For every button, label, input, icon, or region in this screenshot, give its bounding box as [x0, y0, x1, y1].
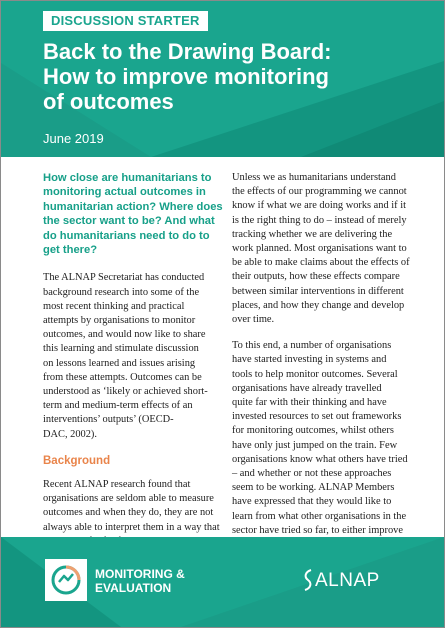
discussion-starter-tag: DISCUSSION STARTER [43, 11, 208, 31]
text-line: outcomes, and would now like to share [43, 329, 206, 341]
background-heading: Background [43, 454, 111, 467]
footer-banner [1, 537, 444, 627]
text-line: their outputs, how these effects compare [232, 271, 400, 283]
lead-question [43, 171, 223, 257]
text-line: interventions’ outputs’ (OECD- [43, 414, 174, 426]
intro-paragraph [43, 271, 223, 441]
text-line: is the right thing to do – instead of merely [232, 214, 407, 226]
text-line: quite far with their thinking and have [232, 397, 387, 409]
text-line: always able to interpret them in a way that [43, 521, 220, 533]
text-line: attempts by organisations to monitor [43, 315, 196, 327]
right-column [232, 171, 422, 578]
text-line: background research into some of the [43, 286, 200, 298]
title-line: of outcomes [43, 89, 174, 114]
text-line: seem to be working. ALNAP Members [232, 482, 395, 494]
text-line: know if what we are doing works and if it [232, 200, 407, 212]
publication-date: June 2019 [43, 131, 104, 146]
lead-line: get there? [43, 244, 98, 257]
alnap-logo-icon [301, 568, 315, 592]
lead-line: How close are humanitarians to [43, 172, 212, 184]
text-line: term and medium-term effects of an [43, 400, 193, 412]
text-line: sector have tried so far, to either improve [232, 524, 403, 536]
text-line: most recent thinking and practical [43, 300, 185, 312]
text-line: on lessons learned and issues arising [43, 357, 196, 369]
text-line: Unless we as humanitarians understand [232, 172, 396, 183]
category-line: EVALUATION [95, 581, 172, 595]
investment-paragraph [232, 339, 422, 566]
left-column [43, 171, 223, 561]
text-line: for monitoring outcomes, whilst others [232, 425, 394, 437]
text-line: The ALNAP Secretariat has conducted [43, 272, 205, 284]
text-line: understood as ‘likely or achieved short- [43, 386, 208, 398]
text-line: organisations know what others have tried [232, 453, 408, 465]
text-line: over time. [232, 314, 275, 326]
category-line: MONITORING & [95, 567, 185, 581]
title-line: Back to the Drawing Board: [43, 39, 332, 64]
alnap-brand: ALNAP [315, 570, 380, 591]
text-line: outcomes and when they do, they are not [43, 507, 214, 519]
effects-paragraph [232, 171, 422, 327]
title-line: How to improve monitoring [43, 64, 329, 89]
text-line: places, and how they change and develop [232, 299, 405, 311]
text-line: To this end, a number of organisations [232, 340, 392, 352]
text-line: invested resources to set out frameworks [232, 411, 402, 423]
monitoring-evaluation-logo-icon [45, 559, 87, 601]
text-line: have expressed that they would like to [232, 496, 392, 508]
text-line: work planned. Most organisations want to [232, 243, 407, 255]
text-line: from these attempts. Outcomes can be [43, 371, 202, 383]
text-line: have only just jumped on the train. Few [232, 439, 398, 451]
text-line: organisations have already travelled [232, 382, 382, 394]
lead-line: the sector want to be? And what [43, 215, 215, 228]
text-line: this learning and stimulate discussion [43, 343, 199, 355]
lead-line: do humanitarians need to do to [43, 229, 210, 242]
text-line: organisations are seldom able to measure [43, 493, 214, 505]
text-line: Recent ALNAP research found that [43, 479, 191, 491]
text-line: have started investing in systems and [232, 354, 387, 366]
lead-line: monitoring actual outcomes in [43, 186, 206, 199]
text-line: tracking whether we are delivering the [232, 228, 393, 240]
text-line: between similar interventions in different [232, 285, 404, 297]
text-line: – and whether or not these approaches [232, 468, 392, 480]
page-title [43, 39, 433, 114]
text-line: learn from what other organisations in the [232, 510, 407, 522]
lead-line: humanitarian action? Where does [43, 200, 223, 213]
text-line: the effects of our programming we cannot [232, 186, 407, 198]
text-line: be able to make claims about the effects of [232, 257, 410, 269]
header-banner [1, 1, 444, 157]
text-line: tools to help monitor outcomes. Several [232, 368, 398, 380]
text-line: DAC, 2002). [43, 428, 97, 440]
category-label [95, 567, 185, 595]
